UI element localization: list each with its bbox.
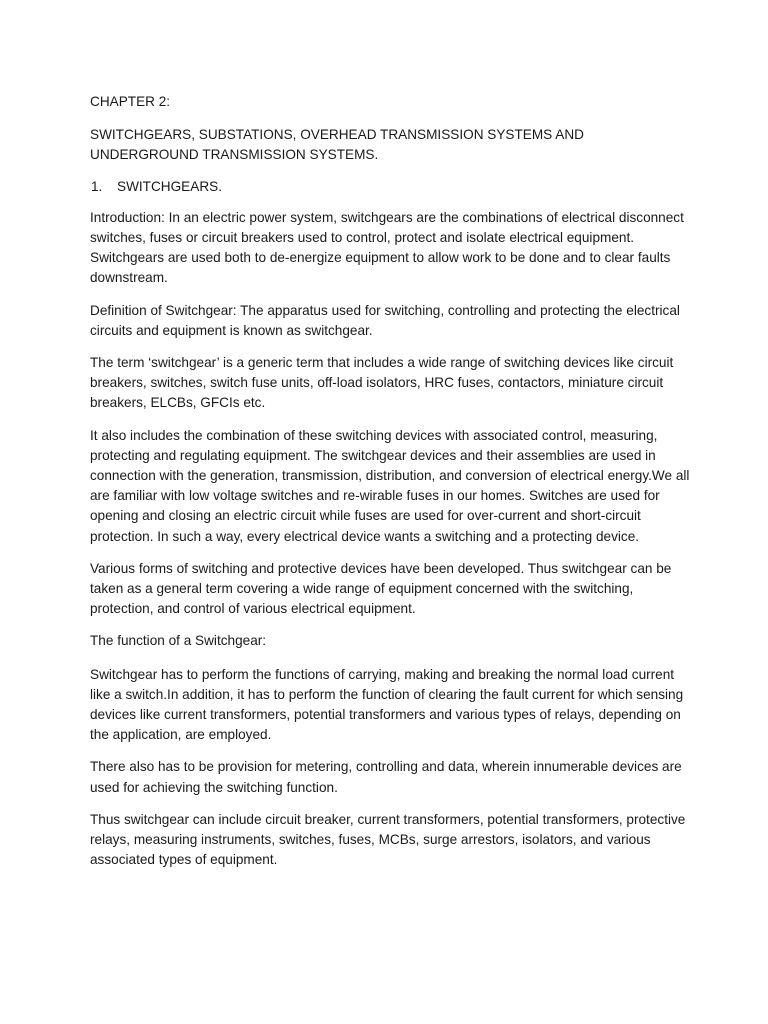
body-paragraph: Various forms of switching and protective devices have been developed. Thus switchgear can be taken as a general term covering a wide range of equipment concerned with the switching, protection, and control of various electrical equipment. (90, 560, 672, 617)
body-paragraph: Switchgear has to perform the functions of carrying, making and breaking the normal load current like a switch.In addition, it has to perform the function of clearing the fault current for which sensing devices like current transformers, potential transformers and various types of relays, depending on the application, are employed. (90, 666, 684, 743)
definition-text: The apparatus used for switching, controlling and protecting the electrical circuits and equipment is known as switchgear. (90, 302, 680, 338)
body-paragraph: The term ‘switchgear’ is a generic term that includes a wide range of switching devices like circuit breakers, switches, switch fuse units, off-load isolators, HRC fuses, contactors, miniature circuit breakers, ELCBs, GFCIs etc. (90, 355, 674, 411)
definition-paragraph (90, 301, 690, 341)
section-heading (90, 177, 690, 197)
body-paragraph: It also includes the combination of these switching devices with associated control, measuring, protecting and regulating equipment. The switchgear devices and their assemblies are used in connection with the generation, transmission, distribution, and conversion of electrical energy.We all are familiar with low voltage switches and re-wirable fuses in our homes. Switches are used for opening and closing an electric circuit while fuses are used for over-current and short-circuit protection. In such a way, every electrical device wants a switching and a protecting device. (90, 427, 690, 544)
chapter-title: SWITCHGEARS, SUBSTATIONS, OVERHEAD TRANSMISSION SYSTEMS AND UNDERGROUND TRANSMISSION SYSTEMS. (90, 127, 584, 163)
definition-lead: Definition of Switchgear: (90, 302, 237, 318)
section-title: SWITCHGEARS. (117, 178, 222, 194)
introduction-paragraph (90, 208, 690, 289)
section-number: 1. (91, 178, 103, 194)
introduction-text: In an electric power system, switchgears are the combinations of electrical disconnect switches, fuses or circuit breakers used to control, protect and isolate electrical equipment. Switchgears are used both to de-energize equipment to allow work to be done and to clear faults downstream. (90, 209, 684, 286)
chapter-label: CHAPTER 2: (90, 94, 171, 109)
function-heading: The function of a Switchgear: (90, 633, 267, 649)
introduction-lead: Introduction: (90, 209, 165, 225)
body-paragraph: Thus switchgear can include circuit breaker, current transformers, potential transformers, protective relays, measuring instruments, switches, fuses, MCBs, surge arrestors, isolators, and various associated types of equipment. (90, 811, 686, 868)
document-page (90, 92, 690, 883)
body-paragraph: There also has to be provision for metering, controlling and data, wherein innumerable devices are used for achieving the switching function. (90, 759, 682, 795)
